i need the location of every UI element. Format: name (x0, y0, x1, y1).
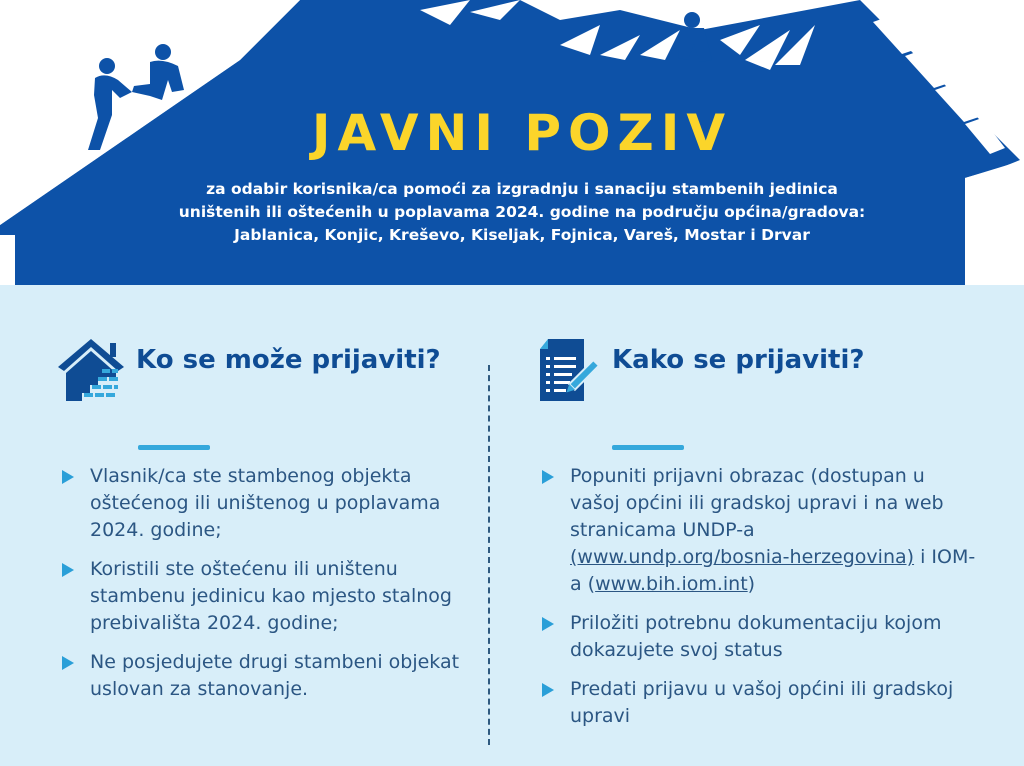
list-item: Koristili ste oštećenu ili uništenu stambenu jedinicu kao mjesto stalnog prebivališta 2024. godine; (60, 556, 460, 637)
subtitle-line: Jablanica, Konjic, Kreševo, Kiseljak, Fojnica, Vareš, Mostar i Drvar (234, 226, 810, 244)
form-pen-icon (538, 337, 604, 403)
content-area (0, 285, 1024, 766)
list-item: Ne posjedujete drugi stambeni objekat uslovan za stanovanje. (60, 649, 460, 703)
dashed-divider (488, 365, 490, 745)
subtitle-line: uništenih ili oštećenih u poplavama 2024. godine na području općina/gradova: (178, 203, 866, 221)
page-title: JAVNI POZIV (311, 104, 733, 162)
list-item: Popuniti prijavni obrazac (dostupan u vašoj općini ili gradskoj upravi i na web stranicama UNDP-a (www.undp.org/bosnia-herzegovina) i IOM-a (www.bih.iom.int) (540, 463, 980, 598)
subtitle-line: za odabir korisnika/ca pomoći za izgradnju i sanaciju stambenih jedinica (206, 180, 838, 198)
title-underline (138, 445, 210, 450)
triangle-bullet-icon (62, 470, 74, 484)
triangle-bullet-icon (542, 617, 554, 631)
application-steps-list (540, 463, 980, 742)
triangle-bullet-icon (542, 683, 554, 697)
title-underline (612, 445, 684, 450)
section-title: Ko se može prijaviti? (136, 345, 441, 375)
subtitle (0, 178, 1024, 247)
triangle-bullet-icon (62, 563, 74, 577)
triangle-bullet-icon (62, 656, 74, 670)
iom-link[interactable]: www.bih.iom.int (595, 573, 748, 595)
section-title: Kako se prijaviti? (612, 345, 865, 375)
list-item: Vlasnik/ca ste stambenog objekta oštećenog ili uništenog u poplavama 2024. godine; (60, 463, 460, 544)
list-item: Priložiti potrebnu dokumentaciju kojom dokazujete svoj status (540, 610, 980, 664)
house-stairs-icon (58, 337, 124, 403)
undp-link[interactable]: (www.undp.org/bosnia-herzegovina) (570, 546, 915, 568)
triangle-bullet-icon (542, 470, 554, 484)
header-banner (0, 0, 1024, 285)
eligibility-list (60, 463, 460, 715)
list-item: Predati prijavu u vašoj općini ili gradskoj upravi (540, 676, 980, 730)
